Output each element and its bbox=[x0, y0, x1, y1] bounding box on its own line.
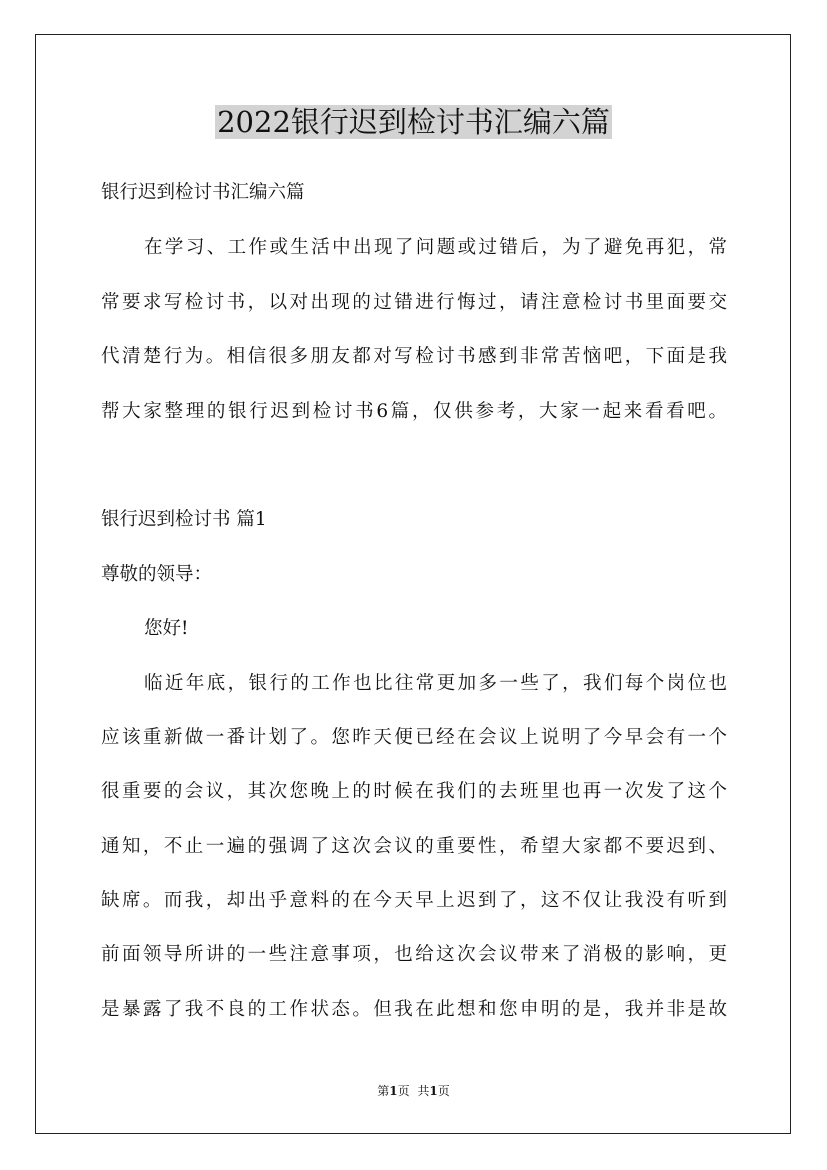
total-suffix: 页 bbox=[437, 1084, 450, 1098]
body-line: 临近年底，银行的工作也比往常更加多一些了，我们每个岗位也 bbox=[144, 673, 727, 694]
total-prefix: 共 bbox=[417, 1084, 430, 1098]
body-line: 缺席。而我，却出乎意料的在今天早上迟到了，这不仅让我没有听到 bbox=[101, 890, 727, 911]
page-current: 1 bbox=[389, 1084, 398, 1098]
page-suffix: 页 bbox=[397, 1084, 410, 1098]
section-heading: 银行迟到检讨书 篇1 bbox=[101, 509, 267, 530]
body-line: 很重要的会议，其次您晚上的时候在我们的去班里也再一次发了这个 bbox=[101, 781, 727, 802]
document-title bbox=[0, 100, 827, 144]
page-total: 1 bbox=[429, 1084, 438, 1098]
body-line: 是暴露了我不良的工作状态。但我在此想和您申明的是，我并非是故 bbox=[101, 999, 727, 1020]
body-line: 应该重新做一番计划了。您昨天便已经在会议上说明了今早会有一个 bbox=[101, 727, 727, 748]
intro-line: 常要求写检讨书，以对出现的过错进行悔过，请注意检讨书里面要交 bbox=[101, 292, 727, 313]
page-footer bbox=[0, 1082, 827, 1100]
intro-line: 在学习、工作或生活中出现了问题或过错后，为了避免再犯，常 bbox=[144, 237, 727, 258]
greeting: 您好! bbox=[144, 618, 189, 639]
intro-line: 代清楚行为。相信很多朋友都对写检讨书感到非常苦恼吧，下面是我 bbox=[101, 346, 727, 367]
page-prefix: 第 bbox=[377, 1084, 390, 1098]
body-line: 通知，不止一遍的强调了这次会议的重要性，希望大家都不要迟到、 bbox=[101, 836, 727, 857]
salutation: 尊敬的领导： bbox=[101, 564, 213, 585]
document-subtitle: 银行迟到检讨书汇编六篇 bbox=[101, 182, 305, 203]
body-line: 前面领导所讲的一些注意事项，也给这次会议带来了消极的影响，更 bbox=[101, 944, 727, 965]
document-title-text: 2022银行迟到检讨书汇编六篇 bbox=[217, 105, 610, 139]
intro-line: 帮大家整理的银行迟到检讨书6篇，仅供参考，大家一起来看看吧。 bbox=[101, 401, 727, 422]
